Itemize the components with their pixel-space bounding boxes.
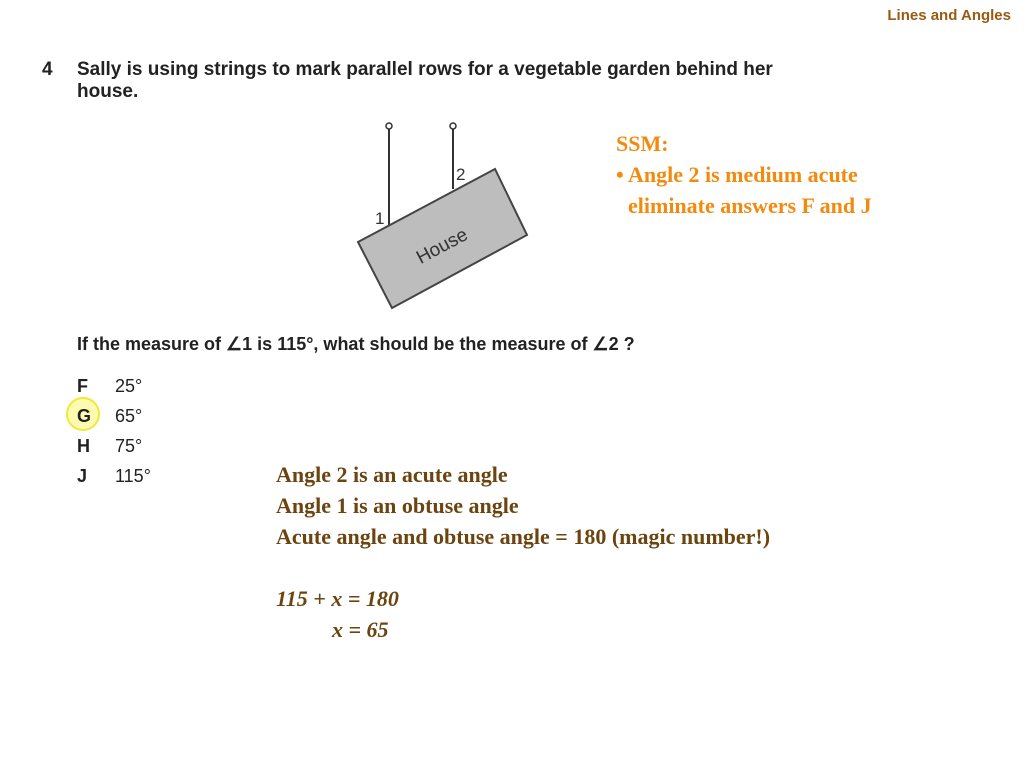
equation-1: 115 + x = 180 bbox=[276, 586, 399, 611]
angle-1-label: 1 bbox=[375, 209, 385, 228]
slide-title: Lines and Angles bbox=[887, 7, 1011, 24]
choice-letter: H bbox=[77, 436, 90, 456]
string-1-stake bbox=[386, 123, 392, 129]
angle-2-label: 2 bbox=[456, 165, 466, 184]
explanation-line1: Angle 2 is an acute angle bbox=[276, 462, 508, 487]
bullet-icon: • bbox=[616, 162, 624, 187]
house-diagram bbox=[340, 118, 540, 313]
choice-letter: F bbox=[77, 376, 88, 396]
spacer bbox=[276, 552, 770, 583]
choice-letter: J bbox=[77, 466, 88, 486]
choice-value: 65° bbox=[115, 406, 143, 426]
explanation-line3: Acute angle and obtuse angle = 180 (magic number!) bbox=[276, 524, 771, 549]
choice-letter: G bbox=[77, 406, 92, 426]
question-number: 4 bbox=[42, 59, 53, 80]
ssm-bullet-line2: eliminate answers F and J bbox=[628, 193, 872, 218]
string-2-stake bbox=[450, 123, 456, 129]
equation-2: x = 65 bbox=[332, 617, 389, 642]
house-label: House bbox=[413, 224, 472, 269]
choice-value: 25° bbox=[115, 376, 143, 396]
explanation bbox=[276, 459, 770, 645]
ssm-title: SSM: bbox=[616, 131, 669, 156]
ssm-note bbox=[616, 128, 872, 221]
choice-value: 115° bbox=[115, 466, 151, 486]
question-text: Sally is using strings to mark parallel rows for a vegetable garden behind her house. bbox=[77, 59, 773, 102]
question-prompt: If the measure of ∠1 is 115°, what should be the measure of ∠2 ? bbox=[77, 334, 635, 354]
choice-value: 75° bbox=[115, 436, 143, 456]
explanation-line2: Angle 1 is an obtuse angle bbox=[276, 493, 519, 518]
ssm-bullet-line1: Angle 2 is medium acute bbox=[628, 162, 858, 187]
